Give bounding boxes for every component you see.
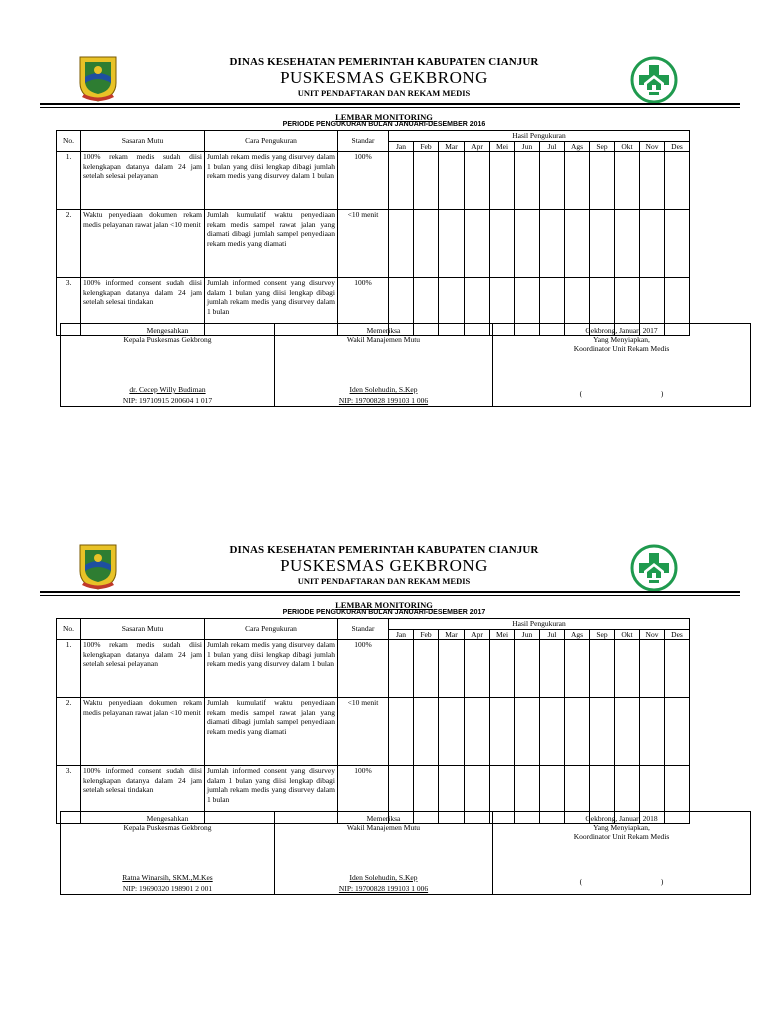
month-result-cell[interactable] xyxy=(465,210,490,278)
col-header-target: Sasaran Mutu xyxy=(81,619,205,640)
col-header-standard: Standar xyxy=(338,619,389,640)
header-divider-thin xyxy=(40,595,740,596)
month-result-cell[interactable] xyxy=(590,152,615,210)
month-result-cell[interactable] xyxy=(490,152,515,210)
signature-approver xyxy=(61,324,275,407)
monitoring-sheet xyxy=(0,50,768,490)
month-result-cell[interactable] xyxy=(640,152,665,210)
row-method: Jumlah rekam medis yang disurvey dalam 1 bulan yang diisi lengkap dibagi jumlah rekam medis yang disurvey dalam 1 bulan xyxy=(205,640,338,698)
month-header: Sep xyxy=(590,141,615,152)
month-result-cell[interactable] xyxy=(465,152,490,210)
month-header: Jul xyxy=(540,629,565,640)
month-result-cell[interactable] xyxy=(490,698,515,766)
month-header: Jun xyxy=(515,141,540,152)
table-row xyxy=(57,152,690,210)
month-result-cell[interactable] xyxy=(640,698,665,766)
col-header-no: No. xyxy=(57,131,81,152)
month-header: Apr xyxy=(465,141,490,152)
month-result-cell[interactable] xyxy=(389,210,414,278)
col-header-method: Cara Pengukuran xyxy=(205,619,338,640)
row-number: 3. xyxy=(57,766,81,824)
document-title: LEMBAR MONITORING xyxy=(335,112,433,122)
row-standard: 100% xyxy=(338,766,389,824)
preparer-name-blank: ( ) xyxy=(579,389,664,398)
preparer-name-blank: ( ) xyxy=(579,877,664,886)
month-header: Jan xyxy=(389,141,414,152)
month-result-cell[interactable] xyxy=(414,640,439,698)
row-standard: <10 menit xyxy=(338,210,389,278)
row-number: 1. xyxy=(57,152,81,210)
signature-block xyxy=(60,811,751,895)
row-standard: <10 menit xyxy=(338,698,389,766)
month-header: Sep xyxy=(590,629,615,640)
agency-name: DINAS KESEHATAN PEMERINTAH KABUPATEN CIANJUR xyxy=(229,56,539,68)
measurement-period: PERIODE PENGUKURAN BULAN JANUARI-DESEMBER 2017 xyxy=(282,609,486,616)
month-header: Feb xyxy=(414,141,439,152)
row-number: 2. xyxy=(57,210,81,278)
checker-name: Iden Solehudin, S.Kep xyxy=(349,873,418,882)
month-header: Apr xyxy=(465,629,490,640)
month-header: Nov xyxy=(640,141,665,152)
month-result-cell[interactable] xyxy=(515,210,540,278)
month-result-cell[interactable] xyxy=(439,640,465,698)
row-method: Jumlah kumulatif waktu penyediaan rekam medis sampel rawat jalan yang diamati dibagi jumlah sampel penyediaan rekam medis yang diamati xyxy=(205,698,338,766)
row-target: 100% rekam medis sudah diisi kelengkapan datanya dalam 24 jam setelah selesai pelayanan xyxy=(81,152,205,210)
measurement-period: PERIODE PENGUKURAN BULAN JANUARI-DESEMBER 2016 xyxy=(282,121,486,128)
month-result-cell[interactable] xyxy=(565,640,590,698)
row-number: 3. xyxy=(57,278,81,336)
preparer-title: Koordinator Unit Rekam Medis xyxy=(573,832,670,841)
signature-approver xyxy=(61,812,275,895)
month-result-cell[interactable] xyxy=(565,698,590,766)
row-target: 100% rekam medis sudah diisi kelengkapan datanya dalam 24 jam setelah selesai pelayanan xyxy=(81,640,205,698)
month-result-cell[interactable] xyxy=(540,152,565,210)
month-result-cell[interactable] xyxy=(389,640,414,698)
header-divider xyxy=(40,591,740,593)
approver-nip: NIP: 19690320 198901 2 001 xyxy=(122,884,213,893)
unit-name: UNIT PENDAFTARAN DAN REKAM MEDIS xyxy=(297,576,471,586)
checker-role: Memeriksa xyxy=(366,326,401,335)
month-header: Des xyxy=(665,629,690,640)
unit-name: UNIT PENDAFTARAN DAN REKAM MEDIS xyxy=(297,88,471,98)
checker-nip: NIP: 19700828 199103 1 006 xyxy=(338,884,429,893)
month-result-cell[interactable] xyxy=(490,210,515,278)
month-header: Ags xyxy=(565,629,590,640)
approver-role: Mengesahkan xyxy=(146,814,189,823)
month-result-cell[interactable] xyxy=(615,152,640,210)
preparer-place-date: Gekbrong, Januari 2018 xyxy=(585,814,658,823)
col-header-method: Cara Pengukuran xyxy=(205,131,338,152)
col-header-standard: Standar xyxy=(338,131,389,152)
month-result-cell[interactable] xyxy=(439,152,465,210)
month-result-cell[interactable] xyxy=(615,640,640,698)
col-header-results: Hasil Pengukuran xyxy=(389,131,690,142)
signature-checker xyxy=(275,324,493,407)
month-header: Mar xyxy=(439,141,465,152)
month-result-cell[interactable] xyxy=(389,152,414,210)
preparer-role: Yang Menyiapkan, xyxy=(593,823,650,832)
month-header: Jan xyxy=(389,629,414,640)
month-result-cell[interactable] xyxy=(540,640,565,698)
row-target: 100% informed consent sudah diisi kelengkapan datanya dalam 24 jam setelah selesai tindakan xyxy=(81,278,205,336)
month-header: Okt xyxy=(615,141,640,152)
row-standard: 100% xyxy=(338,152,389,210)
month-header: Jul xyxy=(540,141,565,152)
preparer-place-date: Gekbrong, Januari 2017 xyxy=(585,326,658,335)
approver-title: Kepala Puskesmas Gekbrong xyxy=(123,823,212,832)
month-result-cell[interactable] xyxy=(414,210,439,278)
approver-name: Ratna Winarsih, SKM.,M.Kes xyxy=(122,873,213,882)
month-header: Jun xyxy=(515,629,540,640)
col-header-results: Hasil Pengukuran xyxy=(389,619,690,630)
month-result-cell[interactable] xyxy=(665,640,690,698)
month-header: Mar xyxy=(439,629,465,640)
signature-preparer xyxy=(493,324,751,407)
row-target: 100% informed consent sudah diisi kelengkapan datanya dalam 24 jam setelah selesai tindakan xyxy=(81,766,205,824)
month-result-cell[interactable] xyxy=(515,152,540,210)
document-title: LEMBAR MONITORING xyxy=(335,600,433,610)
checker-name: Iden Solehudin, S.Kep xyxy=(349,385,418,394)
month-result-cell[interactable] xyxy=(565,210,590,278)
approver-title: Kepala Puskesmas Gekbrong xyxy=(123,335,212,344)
month-result-cell[interactable] xyxy=(665,152,690,210)
checker-title: Wakil Manajemen Mutu xyxy=(346,823,421,832)
month-header: Okt xyxy=(615,629,640,640)
row-number: 1. xyxy=(57,640,81,698)
month-result-cell[interactable] xyxy=(640,640,665,698)
month-result-cell[interactable] xyxy=(615,698,640,766)
month-header: Des xyxy=(665,141,690,152)
month-result-cell[interactable] xyxy=(590,698,615,766)
month-result-cell[interactable] xyxy=(515,640,540,698)
header-divider xyxy=(40,103,740,105)
approver-name: dr. Cecep Willy Budiman xyxy=(129,385,206,394)
monitoring-sheet xyxy=(0,538,768,978)
monitoring-table xyxy=(56,130,690,336)
month-header: Ags xyxy=(565,141,590,152)
month-result-cell[interactable] xyxy=(439,698,465,766)
row-standard: 100% xyxy=(338,640,389,698)
agency-name: DINAS KESEHATAN PEMERINTAH KABUPATEN CIANJUR xyxy=(229,544,539,556)
checker-nip: NIP: 19700828 199103 1 006 xyxy=(338,396,429,405)
month-result-cell[interactable] xyxy=(665,210,690,278)
month-result-cell[interactable] xyxy=(490,640,515,698)
month-result-cell[interactable] xyxy=(439,210,465,278)
month-header: Mei xyxy=(490,141,515,152)
row-number: 2. xyxy=(57,698,81,766)
header-divider-thin xyxy=(40,107,740,108)
signature-preparer xyxy=(493,812,751,895)
month-result-cell[interactable] xyxy=(414,698,439,766)
month-result-cell[interactable] xyxy=(590,210,615,278)
signature-block xyxy=(60,323,751,407)
row-method: Jumlah informed consent yang disurvey dalam 1 bulan yang diisi lengkap dibagi jumlah rekam medis yang disurvey dalam 1 bulan xyxy=(205,278,338,336)
month-result-cell[interactable] xyxy=(565,152,590,210)
preparer-role: Yang Menyiapkan, xyxy=(593,335,650,344)
month-header: Mei xyxy=(490,629,515,640)
month-result-cell[interactable] xyxy=(515,698,540,766)
month-result-cell[interactable] xyxy=(615,210,640,278)
checker-title: Wakil Manajemen Mutu xyxy=(346,335,421,344)
row-method: Jumlah kumulatif waktu penyediaan rekam medis sampel rawat jalan yang diamati dibagi jumlah sampel penyediaan rekam medis yang diamati xyxy=(205,210,338,278)
approver-role: Mengesahkan xyxy=(146,326,189,335)
month-result-cell[interactable] xyxy=(640,210,665,278)
approver-nip: NIP: 19710915 200604 1 017 xyxy=(122,396,213,405)
facility-name: PUSKESMAS GEKBRONG xyxy=(280,556,488,575)
row-target: Waktu penyediaan dokumen rekam medis pelayanan rawat jalan <10 menit xyxy=(81,698,205,766)
preparer-title: Koordinator Unit Rekam Medis xyxy=(573,344,670,353)
month-result-cell[interactable] xyxy=(540,210,565,278)
month-result-cell[interactable] xyxy=(665,698,690,766)
row-standard: 100% xyxy=(338,278,389,336)
col-header-no: No. xyxy=(57,619,81,640)
row-method: Jumlah informed consent yang disurvey dalam 1 bulan yang diisi lengkap dibagi jumlah rekam medis yang disurvey dalam 1 bulan xyxy=(205,766,338,824)
col-header-target: Sasaran Mutu xyxy=(81,131,205,152)
row-target: Waktu penyediaan dokumen rekam medis pelayanan rawat jalan <10 menit xyxy=(81,210,205,278)
month-header: Feb xyxy=(414,629,439,640)
signature-checker xyxy=(275,812,493,895)
month-result-cell[interactable] xyxy=(540,698,565,766)
table-row xyxy=(57,210,690,278)
month-result-cell[interactable] xyxy=(465,640,490,698)
month-result-cell[interactable] xyxy=(590,640,615,698)
facility-name: PUSKESMAS GEKBRONG xyxy=(280,68,488,87)
table-row xyxy=(57,640,690,698)
row-method: Jumlah rekam medis yang disurvey dalam 1 bulan yang diisi lengkap dibagi jumlah rekam medis yang disurvey dalam 1 bulan xyxy=(205,152,338,210)
table-row xyxy=(57,698,690,766)
checker-role: Memeriksa xyxy=(366,814,401,823)
month-result-cell[interactable] xyxy=(414,152,439,210)
month-result-cell[interactable] xyxy=(465,698,490,766)
month-result-cell[interactable] xyxy=(389,698,414,766)
month-header: Nov xyxy=(640,629,665,640)
monitoring-table xyxy=(56,618,690,824)
